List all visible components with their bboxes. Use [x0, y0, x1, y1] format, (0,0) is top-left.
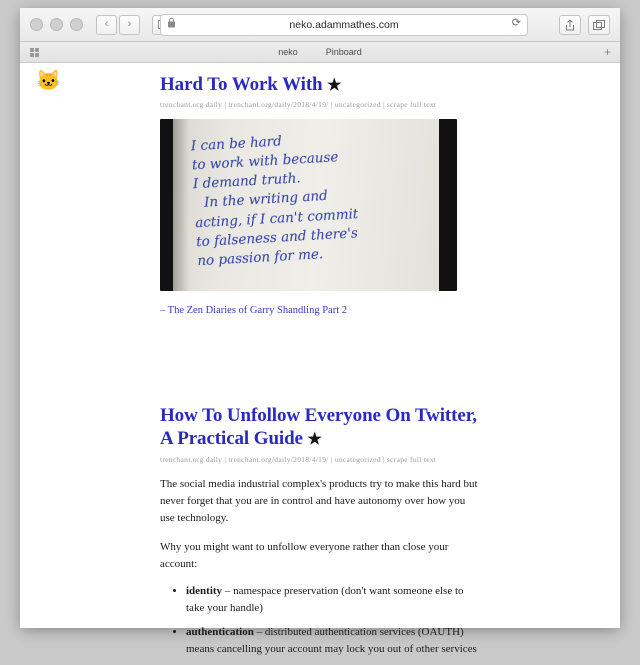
toolbar-right-buttons	[559, 15, 610, 35]
forward-button[interactable]: ›	[119, 15, 140, 35]
handwriting-text	[190, 125, 422, 271]
list-item-term: identity	[186, 584, 223, 597]
handwritten-journal-photo[interactable]	[160, 119, 457, 291]
browser-window	[20, 8, 620, 655]
reload-icon[interactable]: ⟳	[511, 16, 521, 29]
post-paragraph-1: The social media industrial complex's products try to make this hard but never forget that you are in control and have autonomy over how you use technology.	[160, 477, 478, 524]
minimize-window-button[interactable]	[50, 18, 63, 31]
maximize-window-button[interactable]	[70, 18, 83, 31]
star-icon[interactable]: ★	[327, 77, 342, 94]
handwriting-line-7: no passion for me.	[196, 246, 324, 270]
handwriting-line-5: acting, if I can't commit	[194, 205, 359, 232]
post-title-1[interactable]	[160, 73, 480, 96]
tabs-icon	[593, 20, 605, 30]
handwriting-line-2: to work with because	[191, 149, 339, 174]
handwriting-line-3: I demand truth.	[192, 170, 302, 193]
browser-toolbar	[20, 8, 620, 42]
address-bar-url: neko.adammathes.com	[289, 18, 399, 31]
bookmark-item-neko[interactable]: neko	[278, 47, 298, 57]
window-controls	[30, 18, 83, 31]
address-bar[interactable]	[160, 14, 528, 36]
list-item-term: authentication	[186, 625, 254, 638]
post-meta-2[interactable]: trenchant.org daily | trenchant.org/daily/2018/4/19/ | uncategorized | scrape full text	[160, 454, 437, 464]
bookmark-list	[20, 47, 620, 57]
share-icon	[565, 19, 575, 31]
list-item-text: – namespace preservation (don't want someone else to take your handle)	[186, 584, 464, 614]
bookmarks-bar	[20, 42, 620, 63]
post-title-2-text: How To Unfollow Everyone On Twitter, A Practical Guide	[160, 405, 477, 450]
post-title-1-text: Hard To Work With	[160, 74, 323, 95]
post-paragraph-2: Why you might want to unfollow everyone rather than close your account:	[160, 540, 449, 570]
list-item-text: – distributed authentication services (OAUTH) means cancelling your account may lock you out of other services	[186, 625, 477, 655]
post-title-2[interactable]	[160, 404, 480, 450]
share-button[interactable]	[559, 15, 581, 35]
page-content	[20, 63, 620, 655]
post-meta-1[interactable]: trenchant.org daily | trenchant.org/daily/2018/4/19/ | uncategorized | scrape full text	[160, 100, 437, 110]
post-spacer	[160, 316, 480, 394]
list-item	[186, 624, 480, 658]
close-window-button[interactable]	[30, 18, 43, 31]
lock-icon	[167, 17, 176, 31]
bookmark-item-pinboard[interactable]: Pinboard	[325, 47, 362, 57]
handwriting-line-1: I can be hard	[190, 133, 283, 155]
handwriting-line-4: In the writing and	[203, 188, 329, 212]
article-column	[160, 63, 480, 665]
handwriting-line-6: to falseness and there's	[195, 225, 359, 251]
show-tabs-button[interactable]	[588, 15, 610, 35]
list-item	[186, 583, 480, 617]
photo-caption: – The Zen Diaries of Garry Shandling Part 2	[160, 305, 348, 317]
back-button[interactable]: ‹	[96, 15, 117, 35]
reasons-list	[160, 583, 480, 658]
star-icon[interactable]: ★	[307, 431, 322, 449]
site-logo[interactable]: 🐱	[36, 70, 61, 92]
new-tab-button[interactable]: +	[603, 45, 611, 59]
